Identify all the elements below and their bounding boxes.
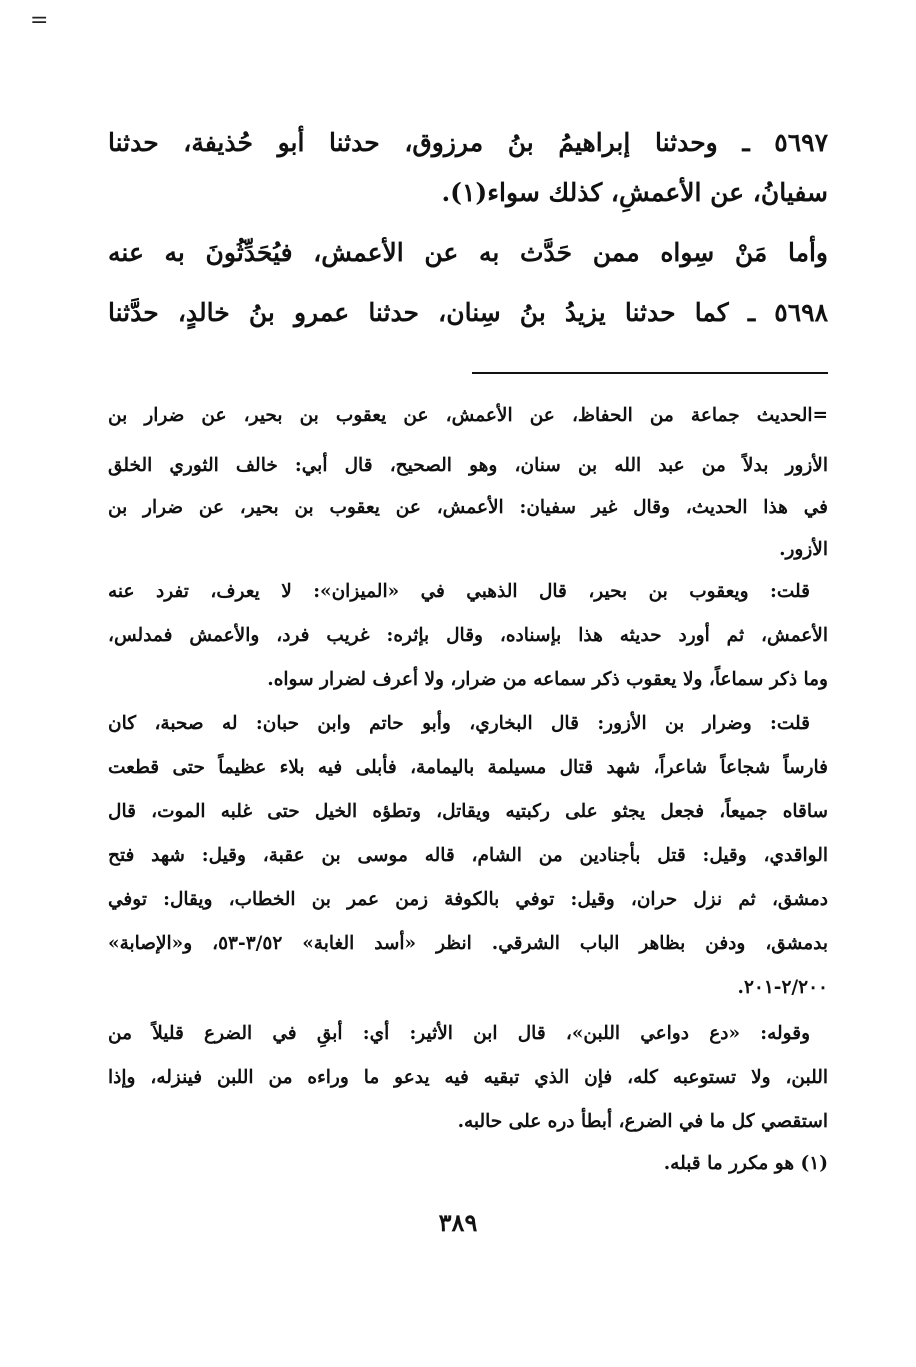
footnote-line: الأزور. <box>779 539 828 560</box>
footnote-line: وما ذكر سماعاً، ولا يعقوب ذكر سماعه من ضرار، ولا أعرف لضرار سواه. <box>267 669 828 690</box>
footnote-line: الأعمش، ثم أورد حديثه هذا بإسناده، وقال بإثره: غريب فرد، والأعمش فمدلس، <box>108 625 828 646</box>
footnote-line: (١) هو مكرر ما قبله. <box>663 1153 828 1174</box>
hadith-line-2: سفيانُ، عن الأعمشِ، كذلك سواء(١). <box>441 178 828 207</box>
footnote-line: الواقدي، وقيل: قتل بأجنادين من الشام، قاله موسى بن عقبة، وقيل: شهد فتح <box>108 845 828 866</box>
footnote-line: وقوله: «دع دواعي اللبن»، قال ابن الأثير: أي: أبقِ في الضرع قليلاً من <box>108 1023 810 1044</box>
footnote-separator <box>472 372 828 374</box>
hadith-line-1: ٥٦٩٧ ـ وحدثنا إبراهيمُ بنُ مرزوق، حدثنا أبو حُذيفة، حدثنا <box>108 128 828 157</box>
footnote-line: ساقاه جميعاً، فجعل يجثو على ركبتيه ويقاتل، وتطؤه الخيل حتى غلبه الموت، قال <box>108 801 828 822</box>
hadith-line-4: ٥٦٩٨ ـ كما حدثنا يزيدُ بنُ سِنان، حدثنا عمرو بنُ خالدٍ، حدَّثنا <box>108 298 828 327</box>
page-number: ٣٨٩ <box>438 1208 478 1237</box>
footnote-line: اللبن، ولا تستوعبه كله، فإن الذي تبقيه فيه يدعو ما وراءه من اللبن فينزله، وإذا <box>108 1067 828 1088</box>
footnote-line: ٢/٢٠٠-٢٠١. <box>737 977 828 998</box>
footnote-line: قلت: ويعقوب بن بحير، قال الذهبي في «الميزان»: لا يعرف، تفرد عنه <box>108 581 811 602</box>
hadith-line-3: وأما مَنْ سِواه ممن حَدَّث به عن الأعمش، فيُحَدِّثُونَ به عنه <box>108 238 828 267</box>
footnote-line: قلت: وضرار بن الأزور: قال البخاري، وأبو حاتم وابن حبان: له صحبة، كان <box>108 713 810 734</box>
footnote-line: =الحديث جماعة من الحفاظ، عن الأعمش، عن يعقوب بن بحير، عن ضرار بن <box>108 405 828 426</box>
footnote-line: في هذا الحديث، وقال غير سفيان: الأعمش، عن يعقوب بن بحير، عن ضرار بن <box>108 497 828 518</box>
footnote-line: فارساً شجاعاً شاعراً، شهد قتال مسيلمة باليمامة، فأبلى فيه بلاء عظيماً حتى قطعت <box>108 757 828 778</box>
corner-mark: = <box>30 8 49 33</box>
footnote-line: استقصي كل ما في الضرع، أبطأ دره على حالبه. <box>457 1111 828 1132</box>
footnote-line: دمشق، ثم نزل حران، وقيل: توفي بالكوفة زمن عمر بن الخطاب، ويقال: توفي <box>108 889 828 910</box>
footnote-line: الأزور بدلاً من عبد الله بن سنان، وهو الصحيح، قال أبي: خالف الثوري الخلق <box>108 455 828 476</box>
footnote-line: بدمشق، ودفن بظاهر الباب الشرقي. انظر «أسد الغابة» ٣/٥٢-٥٣، و«الإصابة» <box>108 933 828 954</box>
